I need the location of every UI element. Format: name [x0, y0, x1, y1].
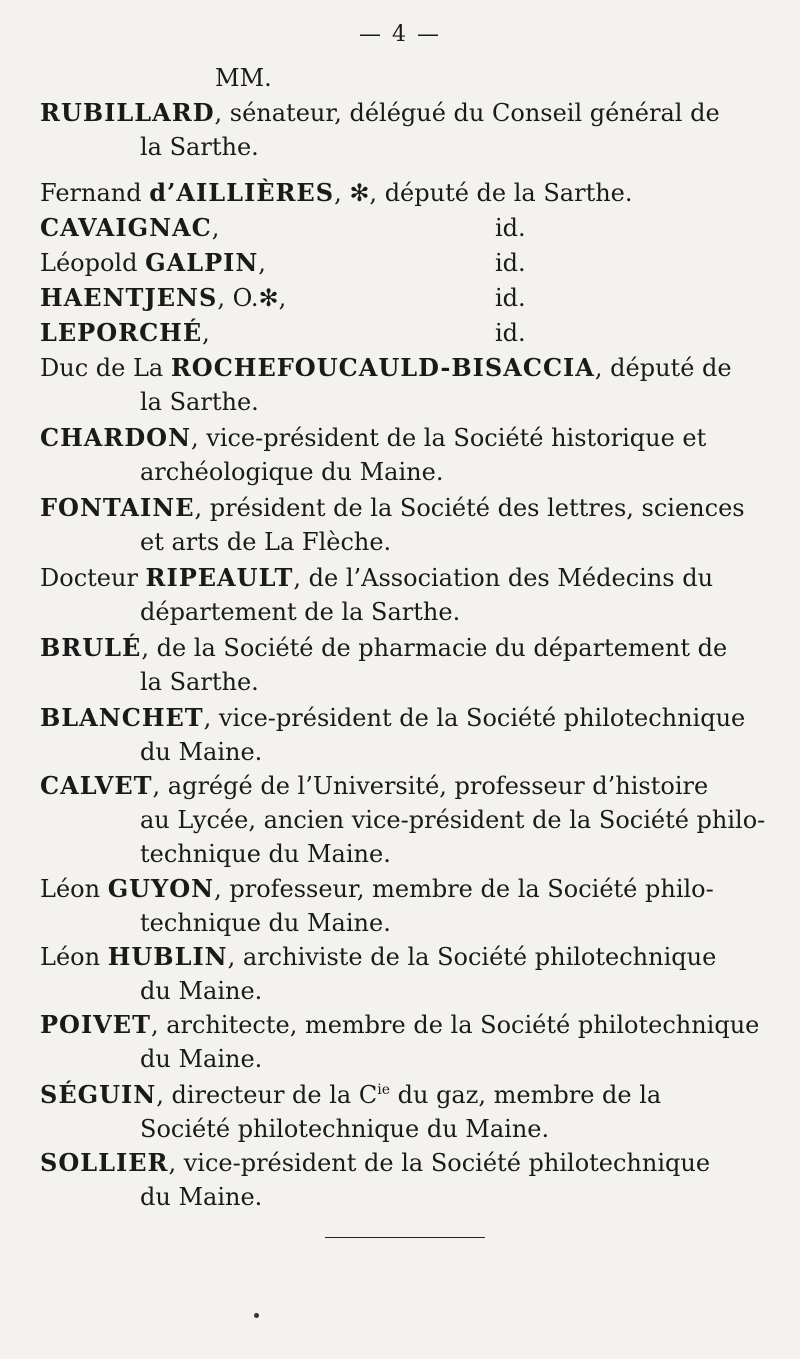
- list-item: Fernand d’AILLIÈRES, ✻, député de la Sarthe.: [40, 178, 633, 207]
- section-divider: [325, 1237, 485, 1238]
- list-item: RUBILLARD, sénateur, délégué du Conseil général de la Sarthe.: [40, 98, 720, 161]
- list-item: SOLLIER, vice-président de la Société philotechnique du Maine.: [40, 1148, 711, 1211]
- person-name: ROCHEFOUCAULD-BISACCIA: [170, 353, 595, 382]
- person-name: GALPIN: [145, 248, 259, 277]
- list-item: FONTAINE, président de la Société des lettres, sciences et arts de La Flèche.: [40, 493, 745, 556]
- person-name: SOLLIER: [40, 1148, 169, 1177]
- list-item: Léon HUBLIN, archiviste de la Société philotechnique du Maine.: [40, 942, 717, 1005]
- person-name: HAENTJENS: [40, 283, 218, 312]
- list-item: Léopold GALPIN, id.: [40, 248, 526, 277]
- person-name: CAVAIGNAC: [40, 213, 212, 242]
- person-name: CHARDON: [40, 423, 191, 452]
- list-item: SÉGUIN, directeur de la $C^{ie}$ du gaz, membre de la Société philotechnique du Maine.: [40, 1080, 662, 1143]
- person-name: BRULÉ: [40, 633, 142, 662]
- page-number: — 4 —: [359, 22, 441, 47]
- person-name: LEPORCHÉ: [40, 318, 203, 347]
- person-name: POIVET: [40, 1010, 151, 1039]
- person-name: RUBILLARD: [40, 98, 215, 127]
- list-item: CAVAIGNAC, id.: [40, 213, 526, 242]
- list-item: Léon GUYON, professeur, membre de la Société philo- technique du Maine.: [40, 874, 714, 937]
- list-item: CHARDON, vice-président de la Société historique et archéologique du Maine.: [40, 423, 707, 486]
- person-name: GUYON: [107, 874, 215, 903]
- salutation: MM.: [215, 64, 272, 92]
- person-name: d’AILLIÈRES: [149, 178, 335, 207]
- person-name: RIPEAULT: [145, 563, 294, 592]
- person-name: BLANCHET: [40, 703, 204, 732]
- person-name: FONTAINE: [40, 493, 195, 522]
- list-item: Duc de La ROCHEFOUCAULD-BISACCIA, député de la Sarthe.: [40, 353, 732, 416]
- list-item: CALVET, agrégé de l’Université, professeur d’histoire au Lycée, ancien vice-président de la Société philo- technique du Maine.: [40, 771, 766, 868]
- list-item: LEPORCHÉ, id.: [40, 318, 526, 347]
- ink-speck: [254, 1313, 259, 1318]
- list-item: BRULÉ, de la Société de pharmacie du département de la Sarthe.: [40, 633, 728, 696]
- list-item: Docteur RIPEAULT, de l’Association des Médecins du département de la Sarthe.: [40, 563, 714, 626]
- person-name: SÉGUIN: [40, 1080, 157, 1109]
- list-item: HAENTJENS, O.✻, id.: [40, 283, 526, 312]
- person-name: HUBLIN: [107, 942, 228, 971]
- list-item: POIVET, architecte, membre de la Société philotechnique du Maine.: [40, 1010, 760, 1073]
- person-name: CALVET: [40, 771, 153, 800]
- list-item: BLANCHET, vice-président de la Société philotechnique du Maine.: [40, 703, 746, 766]
